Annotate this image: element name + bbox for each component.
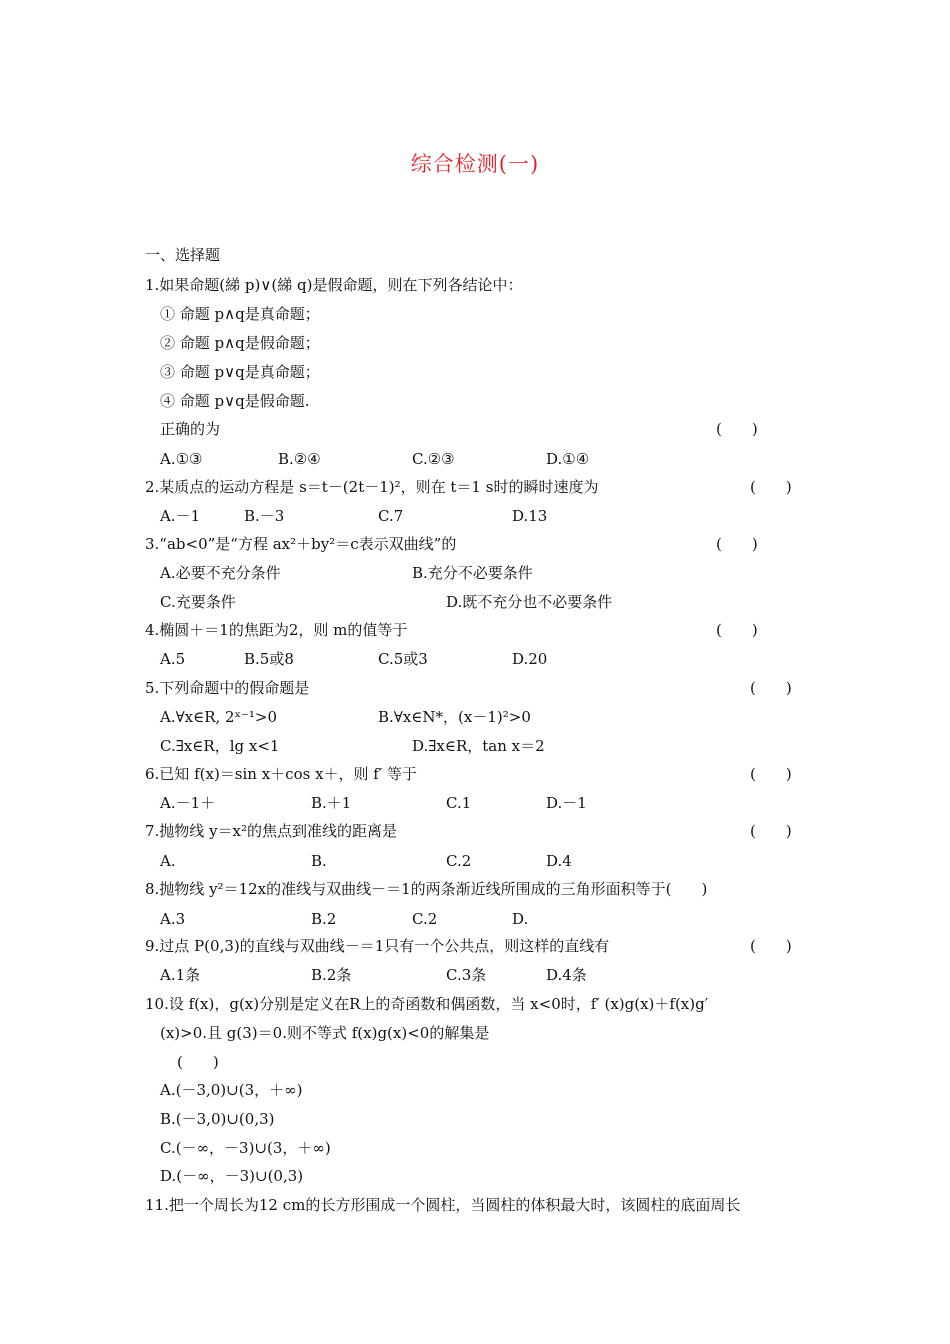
q9-option-a: A.1条 [160,966,201,984]
q6-option-b: B.＋1 [311,794,352,812]
q4-option-b: B.5或8 [244,650,294,668]
q10-answer-paren: ( ) [177,1053,219,1071]
q7-stem: 7.抛物线 y＝x²的焦点到准线的距离是 [145,822,398,840]
q1-answer-paren: ( ) [716,420,758,438]
q6-stem: 6.已知 f(x)＝sin x＋cos x＋，则 f′ 等于 [145,765,418,783]
q9-answer-paren: ( ) [750,937,792,955]
q8-option-a: A.3 [160,910,186,928]
q4-stem: 4.椭圆＋＝1的焦距为2，则 m的值等于 [145,621,408,639]
q9-stem: 9.过点 P(0,3)的直线与双曲线－＝1只有一个公共点，则这样的直线有 [145,937,610,955]
q6-option-c: C.1 [446,794,472,812]
q7-option-c: C.2 [446,852,472,870]
page-title: 综合检测(一) [410,152,540,176]
q1-item-4: ④ 命题 p∨q是假命题. [160,392,310,410]
q3-answer-paren: ( ) [716,535,758,553]
q1-item-1: ① 命题 p∧q是真命题； [160,305,320,323]
q2-option-b: B.－3 [244,507,285,525]
q7-option-b: B. [311,852,327,870]
q10-option-a: A.(－3,0)∪(3，＋∞) [160,1081,303,1099]
q1-tail: 正确的为 [160,420,221,438]
q3-option-c: C.充要条件 [160,593,236,611]
q8-option-c: C.2 [412,910,438,928]
q10-option-d: D.(－∞，－3)∪(0,3) [160,1167,304,1185]
q8-option-b: B.2 [311,910,337,928]
q3-option-b: B.充分不必要条件 [412,564,533,582]
q5-option-b: B.∀x∈N*，(x－1)²>0 [378,708,531,726]
q8-stem: 8.抛物线 y²＝12x的准线与双曲线－＝1的两条渐近线所围成的三角形面积等于( ) [145,880,708,898]
q7-option-d: D.4 [546,852,572,870]
q9-option-d: D.4条 [546,966,587,984]
q7-option-a: A. [160,852,176,870]
q10-option-b: B.(－3,0)∪(0,3) [160,1110,275,1128]
q2-option-d: D.13 [512,507,548,525]
q10-option-c: C.(－∞，－3)∪(3，＋∞) [160,1139,331,1157]
section-heading: 一、选择题 [145,246,221,264]
q4-option-c: C.5或3 [378,650,428,668]
q11-stem: 11.把一个周长为12 cm的长方形围成一个圆柱，当圆柱的体积最大时，该圆柱的底面周长 [145,1196,741,1214]
q1-option-a: A.①③ [160,450,203,468]
q2-option-c: C.7 [378,507,404,525]
q6-answer-paren: ( ) [750,765,792,783]
q5-answer-paren: ( ) [750,679,792,697]
q6-option-a: A.－1＋ [160,794,216,812]
q5-option-c: C.∃x∈R，lg x<1 [160,737,280,755]
q2-option-a: A.－1 [160,507,201,525]
q3-option-a: A.必要不充分条件 [160,564,281,582]
q1-option-c: C.②③ [412,450,455,468]
q4-option-a: A.5 [160,650,186,668]
q1-option-b: B.②④ [278,450,321,468]
q1-item-3: ③ 命题 p∨q是真命题； [160,363,320,381]
q7-answer-paren: ( ) [750,822,792,840]
q10-stem-line-1: 10.设 f(x)，g(x)分别是定义在R上的奇函数和偶函数，当 x<0时，f′ (x)g(x)＋f(x)g′ [145,995,709,1013]
q3-option-d: D.既不充分也不必要条件 [446,593,613,611]
q2-stem: 2.某质点的运动方程是 s＝t－(2t－1)²，则在 t＝1 s时的瞬时速度为 [145,478,599,496]
q8-option-d: D. [512,910,529,928]
q9-option-b: B.2条 [311,966,352,984]
q5-option-a: A.∀x∈R, 2ˣ⁻¹>0 [160,708,277,726]
q2-answer-paren: ( ) [750,478,792,496]
q9-option-c: C.3条 [446,966,487,984]
q5-stem: 5.下列命题中的假命题是 [145,679,310,697]
q10-stem-line-2: (x)>0.且 g(3)＝0.则不等式 f(x)g(x)<0的解集是 [160,1024,490,1042]
q1-stem: 1.如果命题(綈 p)∨(綈 q)是假命题，则在下列各结论中： [145,276,523,294]
q1-option-d: D.①④ [546,450,590,468]
q1-item-2: ② 命题 p∧q是假命题； [160,334,320,352]
q3-stem: 3.“ab<0”是“方程 ax²＋by²＝c表示双曲线”的 [145,535,457,553]
q4-answer-paren: ( ) [716,621,758,639]
q5-option-d: D.∃x∈R，tan x＝2 [412,737,545,755]
q6-option-d: D.－1 [546,794,587,812]
q4-option-d: D.20 [512,650,548,668]
